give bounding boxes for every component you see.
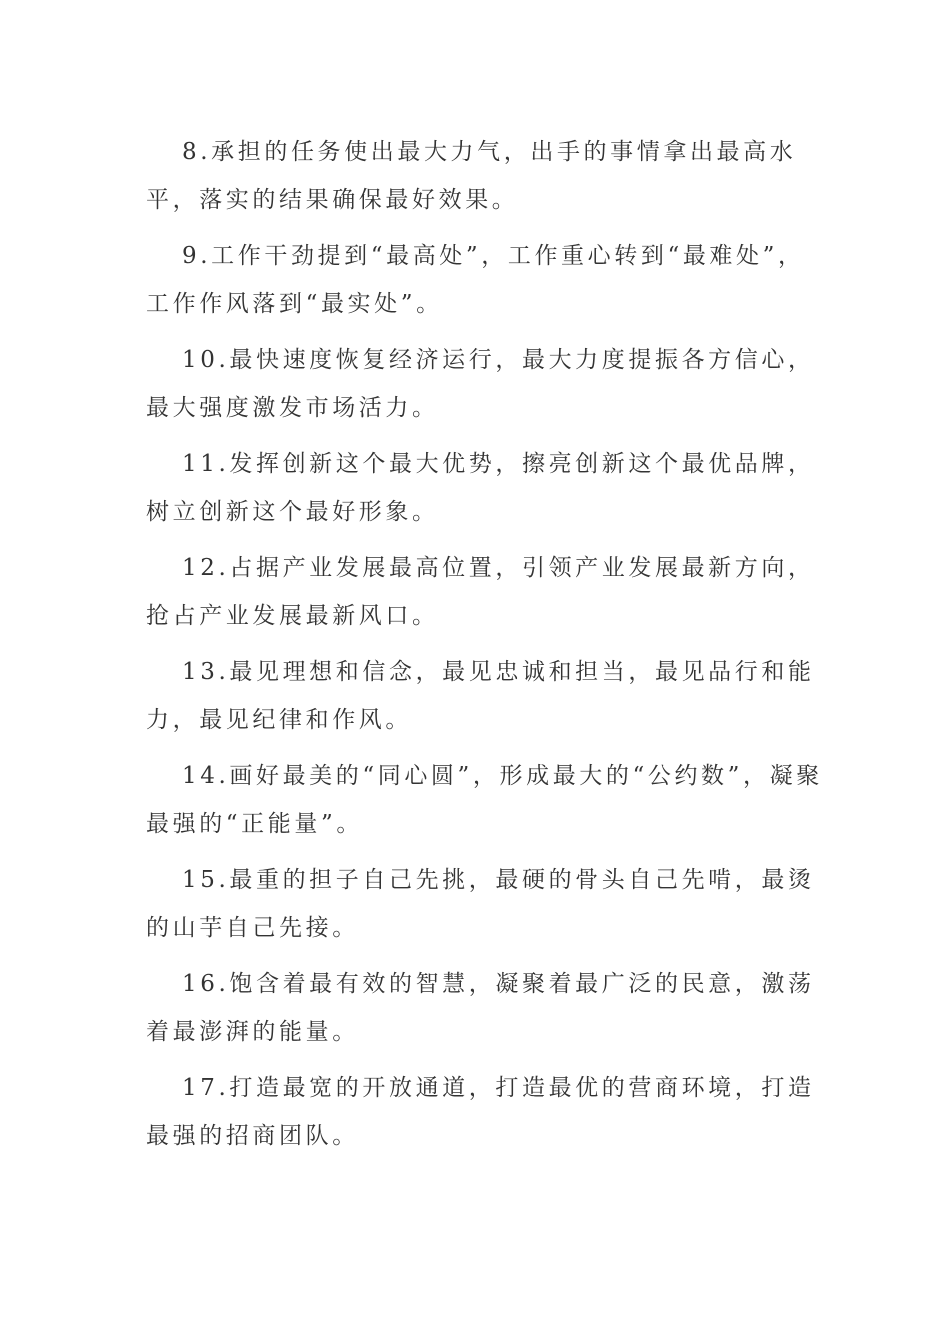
paragraph-9: 9.工作干劲提到“最高处”，工作重心转到“最难处”，工作作风落到“最实处”。 (146, 243, 805, 317)
paragraph-10: 10.最快速度恢复经济运行，最大力度提振各方信心，最大强度激发市场活力。 (146, 347, 815, 421)
paragraph-12: 12.占据产业发展最高位置，引领产业发展最新方向，抢占产业发展最新风口。 (146, 555, 815, 629)
paragraph-14: 14.画好最美的“同心圆”，形成最大的“公约数”，凝聚最强的“正能量”。 (146, 763, 823, 837)
document-body (146, 128, 826, 1168)
paragraph-11: 11.发挥创新这个最大优势，擦亮创新这个最优品牌，树立创新这个最好形象。 (146, 451, 815, 525)
paragraph-15: 15.最重的担子自己先挑，最硬的骨头自己先啃，最烫的山芋自己先接。 (146, 867, 815, 941)
paragraph-17: 17.打造最宽的开放通道，打造最优的营商环境，打造最强的招商团队。 (146, 1075, 815, 1149)
paragraph-8: 8.承担的任务使出最大力气，出手的事情拿出最高水平，落实的结果确保最好效果。 (146, 139, 797, 213)
paragraph-13: 13.最见理想和信念，最见忠诚和担当，最见品行和能力，最见纪律和作风。 (146, 659, 815, 733)
paragraph-16: 16.饱含着最有效的智慧，凝聚着最广泛的民意，激荡着最澎湃的能量。 (146, 971, 815, 1045)
